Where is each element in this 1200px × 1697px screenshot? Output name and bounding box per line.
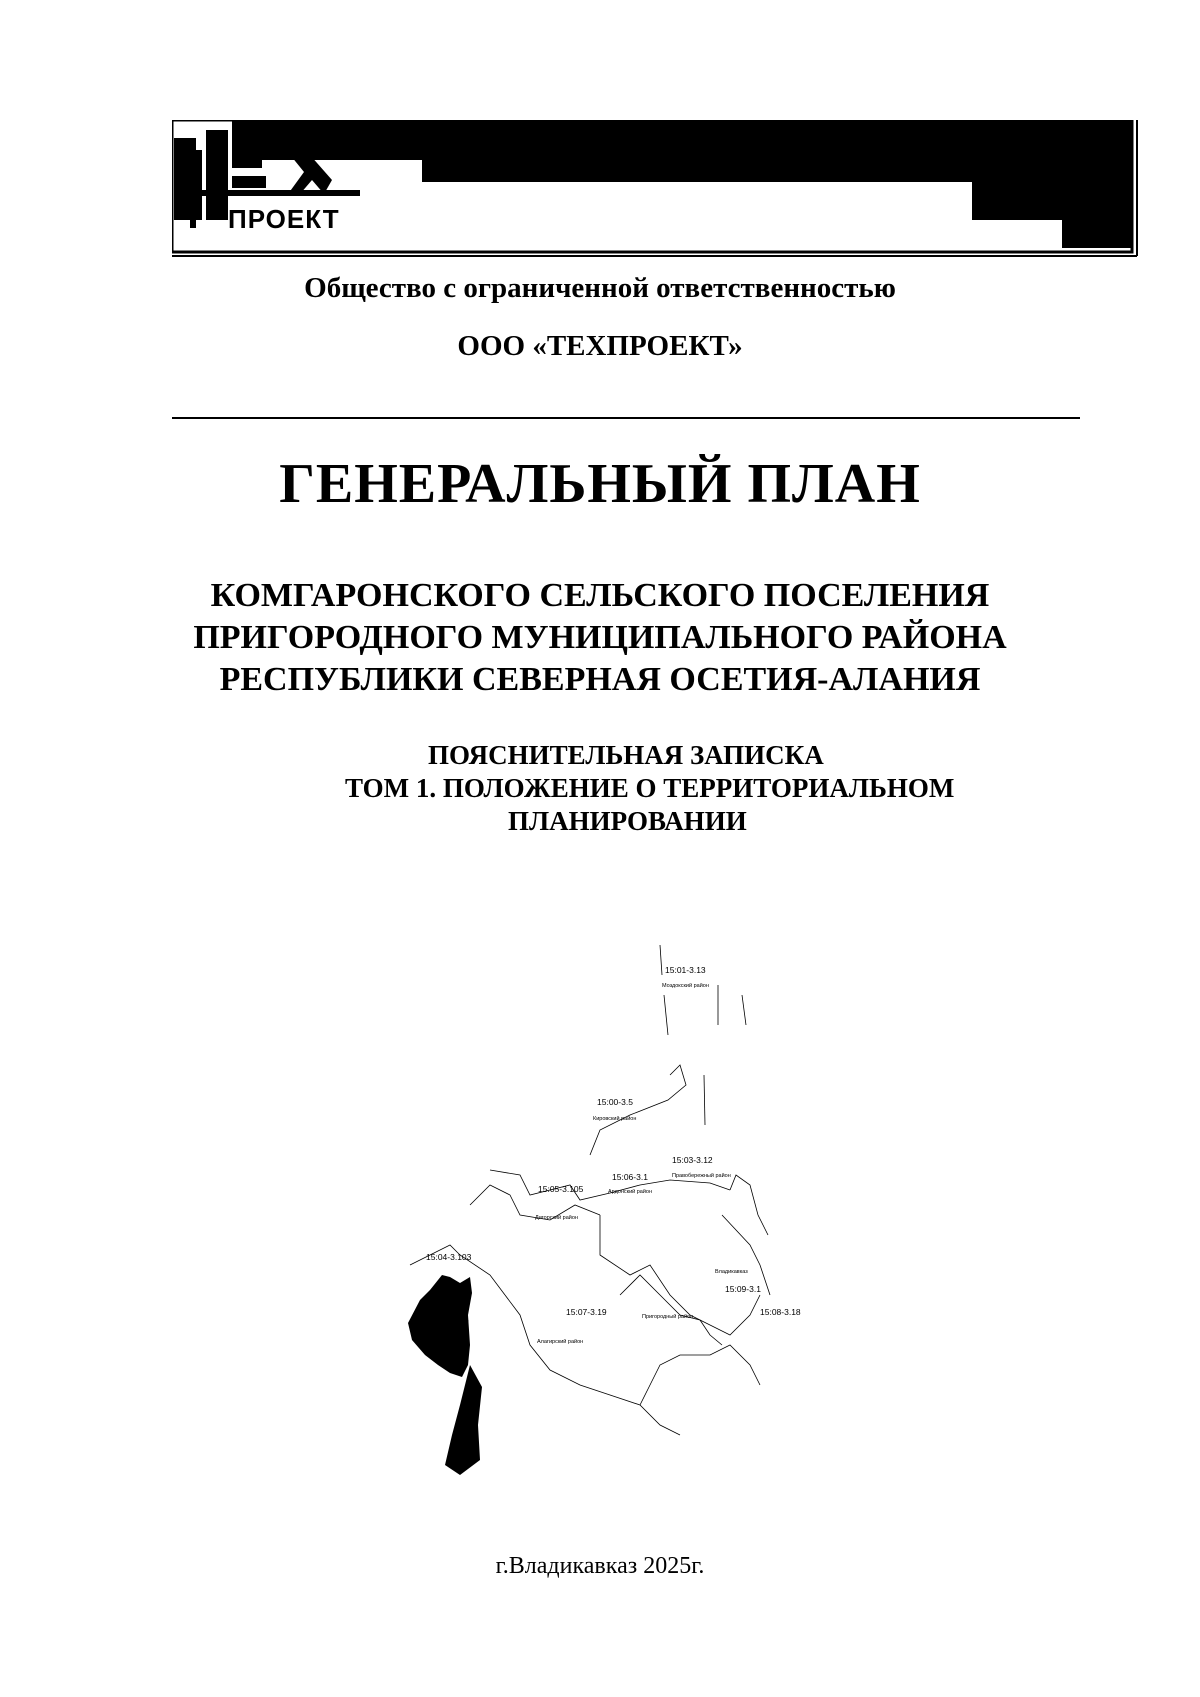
document-main-title: ГЕНЕРАЛЬНЫЙ ПЛАН <box>279 453 921 515</box>
subtitle-line: РЕСПУБЛИКИ СЕВЕРНАЯ ОСЕТИЯ-АЛАНИЯ <box>219 661 981 698</box>
map-label: Алагирский район <box>537 1339 584 1345</box>
map-label: Владикавказ <box>715 1269 748 1275</box>
map-label: 15:05-3.105 <box>538 1184 584 1194</box>
region-map <box>350 915 910 1495</box>
map-label: Кировский район <box>593 1116 637 1122</box>
organization-name: ООО «ТЕХПРОЕКТ» <box>457 330 743 362</box>
map-label: Ирафский район <box>426 1319 469 1325</box>
volume-title: ТОМ 1. ПОЛОЖЕНИЕ О ТЕРРИТОРИАЛЬНОМ <box>345 773 955 803</box>
map-label: Правобережный район <box>672 1173 731 1179</box>
horizontal-divider <box>172 417 1080 419</box>
map-label: 15:00-3.5 <box>597 1097 633 1107</box>
map-label: 15:07-3.19 <box>566 1307 607 1317</box>
map-label: Моздокский район <box>662 983 709 989</box>
map-label: Дигорский район <box>535 1215 578 1221</box>
dark-district-shape <box>445 1365 482 1475</box>
map-label: 15:09-3.1 <box>725 1284 761 1294</box>
map-label: 15:03-3.12 <box>672 1155 713 1165</box>
subtitle-line: КОМГАРОНСКОГО СЕЛЬСКОГО ПОСЕЛЕНИЯ <box>210 577 990 614</box>
map-label: Пригородный район <box>642 1314 694 1320</box>
map-label: 15:01-3.13 <box>665 965 706 975</box>
map-label: Ардонский район <box>608 1189 653 1195</box>
map-label: 15:04-3.103 <box>426 1252 472 1262</box>
map-label: 15:08-3.18 <box>760 1307 801 1317</box>
dark-district-shape <box>408 1275 472 1377</box>
organization-type-line: Общество с ограниченной ответственностью <box>304 272 896 304</box>
subtitle-line: ПРИГОРОДНОГО МУНИЦИПАЛЬНОГО РАЙОНА <box>193 619 1007 656</box>
company-logo-banner <box>172 120 1140 258</box>
place-and-year: г.Владикавказ 2025г. <box>495 1553 705 1579</box>
note-heading: ПОЯСНИТЕЛЬНАЯ ЗАПИСКА <box>428 740 824 770</box>
document-subtitle <box>0 575 1200 701</box>
logo-text: ПРОЕКТ <box>228 204 340 234</box>
map-label: 15:06-3.1 <box>612 1172 648 1182</box>
volume-title-continued: ПЛАНИРОВАНИИ <box>508 806 747 836</box>
